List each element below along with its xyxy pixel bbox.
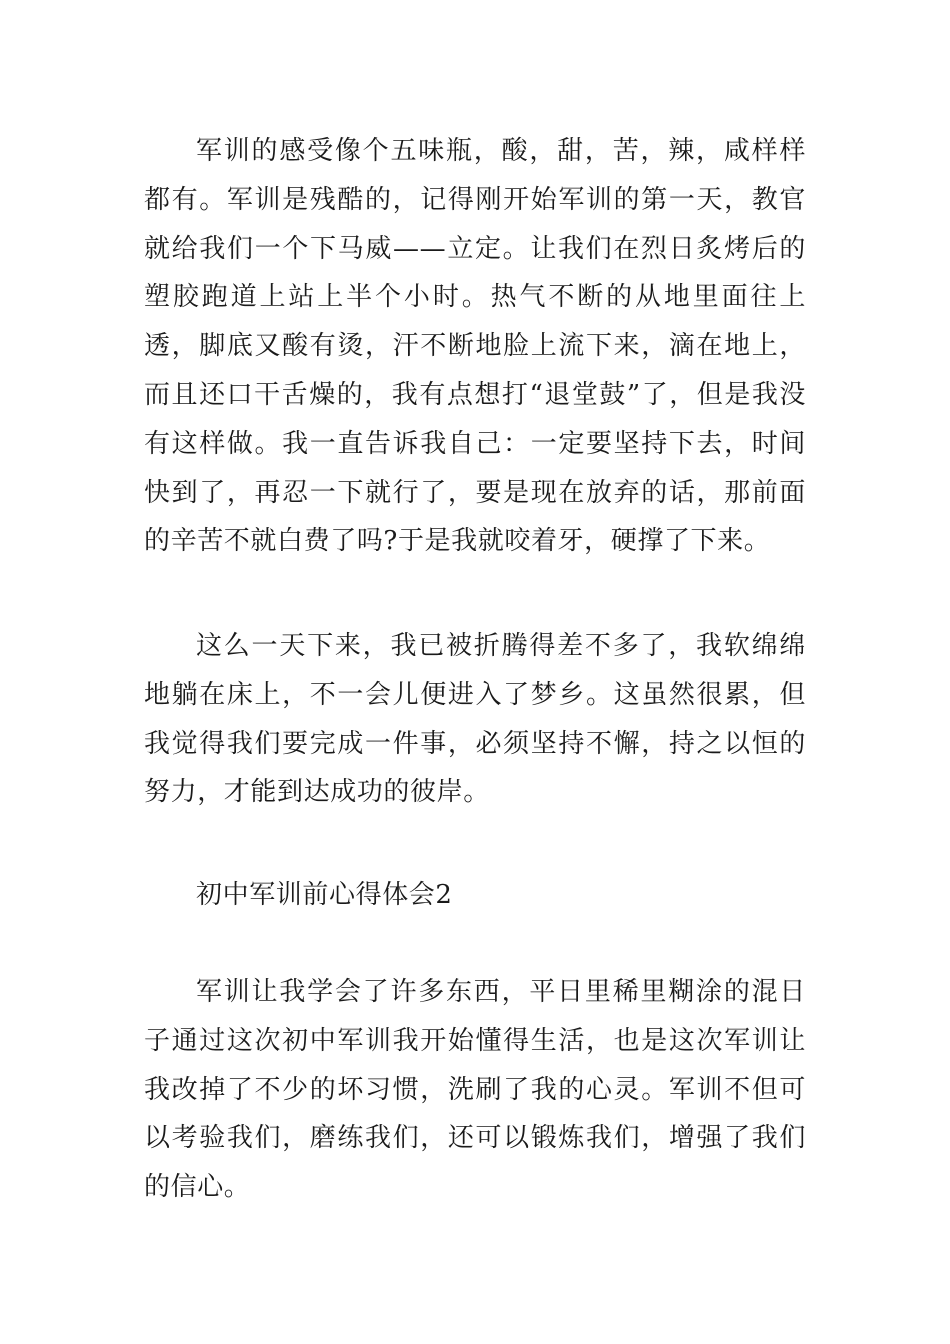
paragraph-military-training-feelings: 军训的感受像个五味瓶，酸，甜，苦，辣，咸样样都有。军训是残酷的，记得刚开始军训的第一天，教官就给我们一个下马威——立定。让我们在烈日炙烤后的塑胶跑道上站上半个小时。热气不断的从地里面往上透，脚底又酸有烫，汗不断地脸上流下来，滴在地上，而且还口干舌燥的，我有点想打“退堂鼓”了，但是我没有这样做。我一直告诉我自己：一定要坚持下去，时间快到了，再忍一下就行了，要是现在放弃的话，那前面的辛苦不就白费了吗?于是我就咬着牙，硬撑了下来。 xyxy=(144,136,806,557)
section-heading: 初中军训前心得体会2 xyxy=(196,880,453,910)
paragraph-end-of-day: 这么一天下来，我已被折腾得差不多了，我软绵绵地躺在床上，不一会儿便进入了梦乡。这虽然很累，但我觉得我们要完成一件事，必须坚持不懈，持之以恒的努力，才能到达成功的彼岸。 xyxy=(144,631,806,808)
paragraph-lessons-learned: 军训让我学会了许多东西，平日里稀里糊涂的混日子通过这次初中军训我开始懂得生活，也是这次军训让我改掉了不少的坏习惯，洗刷了我的心灵。军训不但可以考验我们，磨练我们，还可以锻炼我们，增强了我们的信心。 xyxy=(144,977,806,1203)
